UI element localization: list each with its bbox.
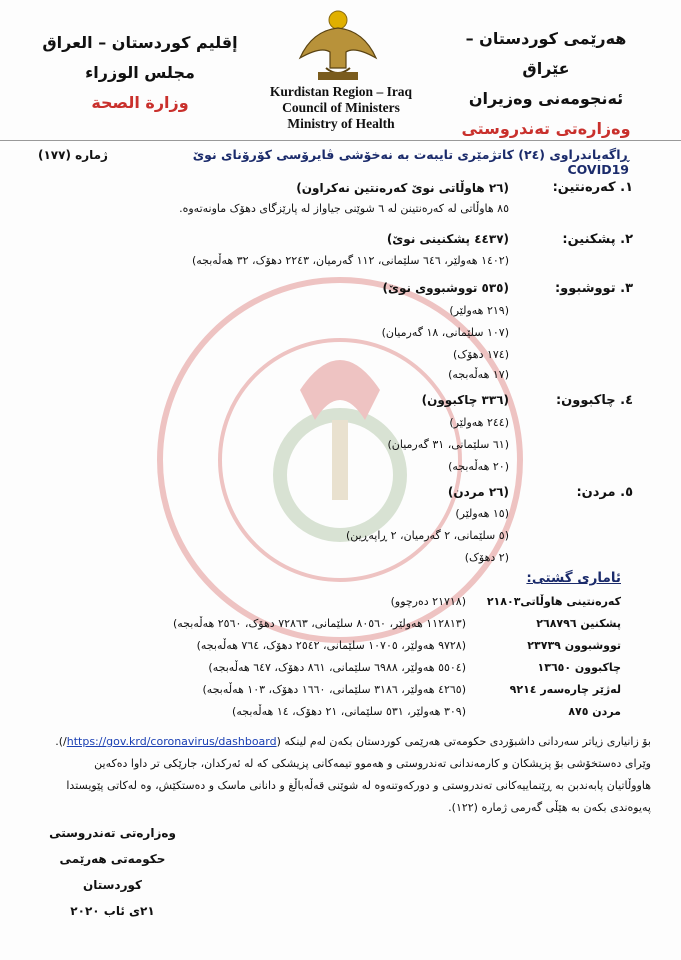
stats-row-detail: (٥٥٠٤ هەولێر، ٦٩٨٨ سلێمانی، ٨٦١ دهۆک، ٦٤٧ هەڵەبجە) — [208, 661, 466, 674]
document-number: ژمارە (١٧٧) — [38, 148, 108, 162]
stats-row-detail: (٣٠٩ هەولێر، ٥٣١ سلێمانی، ٢١ دهۆک، ١٤ هەڵەبجە) — [232, 705, 466, 718]
section-tests-head: (٢٦ هاوڵاتی نوێ کەرەنتین نەکراون) — [296, 181, 509, 195]
section-infected-label: ٣. تووشبوو: — [554, 281, 633, 296]
section-exams-head: (٤٤٣٧ پشکنینی نوێ) — [386, 232, 509, 246]
stats-row-label: کەرەنتینی هاوڵاتی٢١٨٠٣ — [486, 595, 621, 608]
section-tests-label: ١. کەرەنتین: — [552, 180, 633, 195]
footer-paragraph-line: هاووڵاتیان پابەندبن بە ڕێنماییەکانی تەندروستی و دورکەوتنەوە لە شوێنی قەڵەباڵغ و دانانی ماسک و دەستکێش، وە لەکاتی پێویستدا — [66, 779, 651, 792]
footer-paragraph-line: وێرای دەستخۆشی بۆ پزیشکان و کارمەندانی تەندروستی و هەموو تیمەکانی پزیشکی کە لە ئەرکدان، جارێکی تر داوا دەکەین — [94, 757, 651, 770]
stats-row-label: مردن ٨٧٥ — [568, 705, 621, 718]
section-infected-line: (١٧ هەڵەبجە) — [448, 368, 509, 381]
signature-date: ٢١ی ئاب ٢٠٢٠ — [70, 904, 155, 918]
stats-row — [61, 680, 621, 700]
header-english-council: Council of Ministers — [282, 100, 400, 115]
signature-block — [40, 820, 185, 924]
stats-row-label: تووشبوون ٢٣٧٣٩ — [527, 639, 621, 652]
section-infected-head: (٥٣٥ تووشبووی نوێ) — [382, 281, 509, 295]
stats-row-detail: (٢١٧١٨ دەرچوو) — [390, 595, 466, 608]
footer-link-suffix: /). — [55, 735, 67, 748]
signature-government: حکومەتی هەرێمی کوردستان — [59, 852, 166, 892]
footer-link-line — [26, 732, 651, 752]
section-recovered-line: (٢٠ هەڵەبجە) — [448, 460, 509, 473]
header-english-region: Kurdistan Region – Iraq — [269, 84, 413, 99]
section-recovered-label: ٤. چاکبوون: — [555, 393, 633, 408]
header-arabic-ministry: وزارة الصحة — [91, 93, 189, 112]
stats-row — [61, 614, 621, 634]
section-deaths-head: (٢٦ مردن) — [447, 485, 509, 499]
header-kurdish-ministry: وەزارەتی تەندروستی — [461, 119, 631, 138]
dashboard-link[interactable]: https://gov.krd/coronavirus/dashboard — [66, 735, 277, 748]
section-tests-line: ٨٥ هاوڵاتی لە کەرەنتینن لە ٦ شوێنی جیاواز لە پارێزگای دهۆک ماونەتەوە. — [179, 202, 509, 215]
section-deaths-label: ٥. مردن: — [576, 485, 633, 500]
stats-row-label: پشکنین ٢٦٨٧٩٦ — [536, 617, 621, 630]
stats-row-detail: (٩٧٢٨ هەولێر، ١٠٧٠٥ سلێمانی، ٢٥٤٢ دهۆک، ٧٦٤ هەڵەبجە) — [196, 639, 466, 652]
header-arabic-region: إقليم كوردستان – العراق — [42, 33, 238, 52]
stats-row-label: چاکبوون ١٣٦٥٠ — [537, 661, 621, 674]
section-recovered-line: (٢٤٤ هەولێر) — [449, 416, 509, 429]
header-kurdish — [441, 24, 651, 144]
stats-row — [61, 592, 621, 612]
footer-link-prefix: بۆ زانیاری زیاتر سەردانی داشبۆردی حکومەتی هەرێمی کوردستان بکەن لەم لینکە ( — [276, 735, 651, 748]
kurdistan-eagle-emblem-icon — [290, 6, 386, 84]
header-kurdish-council: ئەنجومەنی وەزیران — [468, 89, 624, 108]
section-exams-label: ٢. پشکنین: — [562, 232, 633, 247]
header-arabic-council: مجلس الوزراء — [85, 63, 195, 82]
footer-paragraph-line: پەیوەندی بکەن بە هێڵی گەرمی ژمارە (١٢٢). — [448, 801, 651, 814]
stats-row — [61, 636, 621, 656]
stats-row-detail: (١١٢٨١٣ هەولێر، ٨٠٥٦٠ سلێمانی، ٧٢٨٦٣ دهۆک، ٢٥٦٠ هەڵەبجە) — [172, 617, 466, 630]
section-recovered-head: (٣٣٦ چاکبوون) — [421, 393, 509, 407]
section-infected-line: (١٠٧ سلێمانی، ١٨ گەرمیان) — [381, 326, 509, 339]
section-deaths-line: (٢ دهۆک) — [464, 551, 509, 564]
section-infected-line: (٢١٩ هەولێر) — [449, 304, 509, 317]
stats-row — [61, 702, 621, 722]
signature-ministry: وەزارەتی تەندروستی — [49, 826, 176, 840]
section-deaths-line: (١٥ هەولێر) — [455, 507, 509, 520]
header-english — [248, 84, 434, 132]
section-exams-line: (١٤٠٢ هەولێر، ٦٤٦ سلێمانی، ١١٢ گەرمیان، ٢٢٤٣ دهۆک، ٣٢ هەڵەبجە) — [191, 254, 509, 267]
stats-heading: ئاماری گشتی: — [526, 570, 621, 586]
report-title: ڕاگەیاندراوی (٢٤) کاتژمێری تایبەت بە نەخۆشی ڤایرۆسی کۆرۆنای نوێ COVID19 — [192, 147, 629, 177]
header-divider — [0, 140, 681, 141]
header-english-ministry: Ministry of Health — [287, 116, 395, 131]
stats-row-detail: (٤٢٦٥ هەولێر، ٣١٨٦ سلێمانی، ١٦٦٠ دهۆک، ١٠٣ هەڵەبجە) — [202, 683, 466, 696]
stats-row — [61, 658, 621, 678]
stats-row-label: لەژێر چارەسەر ٩٢١٤ — [509, 683, 621, 696]
section-deaths-line: (٥ سلێمانی، ٢ گەرمیان، ٢ ڕاپەڕین) — [345, 529, 509, 542]
section-recovered-line: (٦١ سلێمانی، ٣١ گەرمیان) — [387, 438, 509, 451]
section-infected-line: (١٧٤ دهۆک) — [452, 348, 509, 361]
header-kurdish-region: هەرێمی کوردستان – عێراق — [465, 29, 627, 78]
header-arabic — [30, 28, 250, 118]
